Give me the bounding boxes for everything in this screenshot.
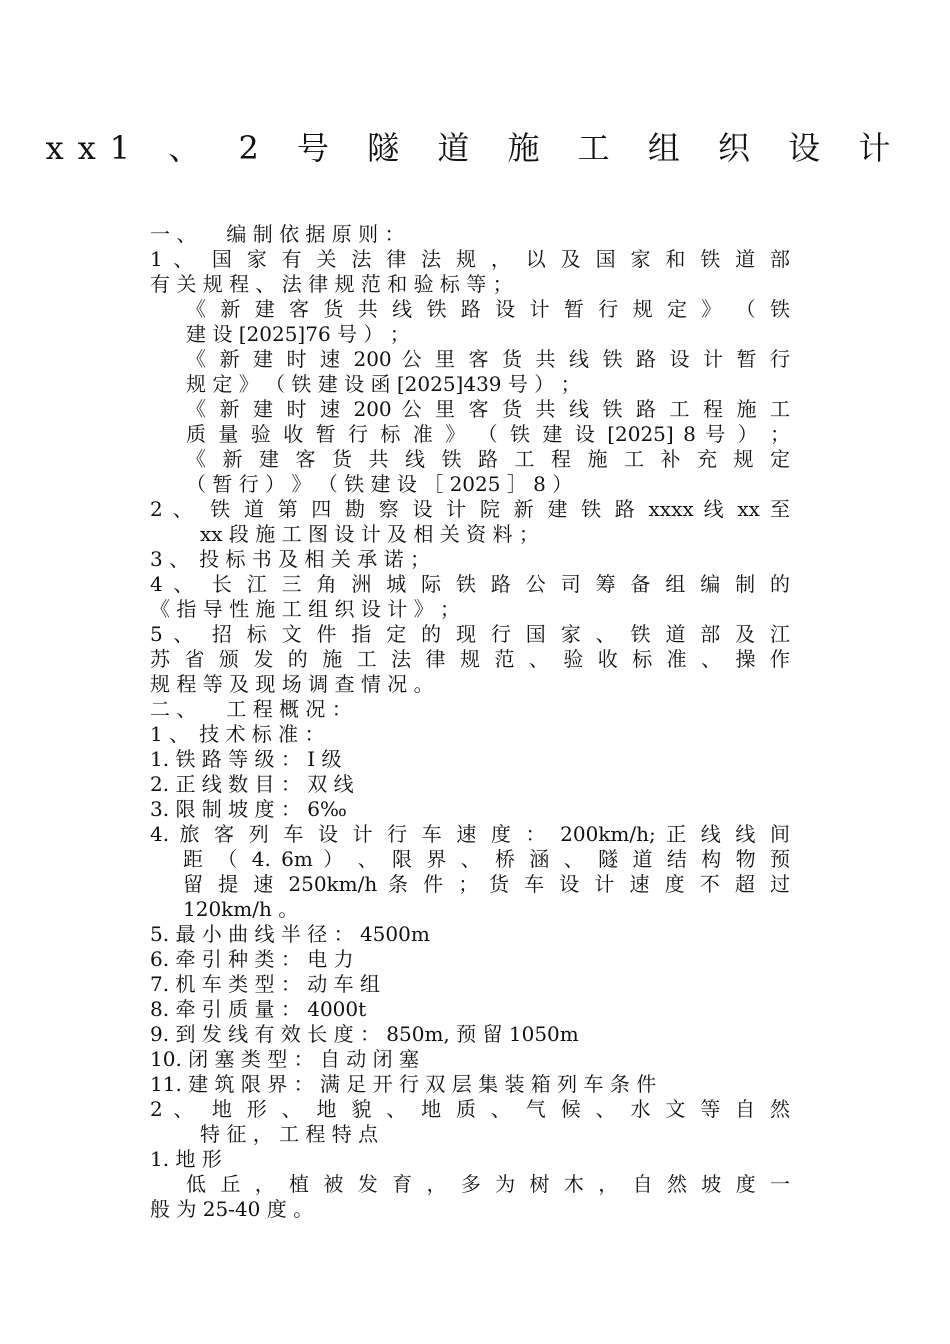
text-line: 特 征 ， 工 程 特 点 bbox=[200, 1122, 379, 1146]
text-line: 般 为 25-40 度 。 bbox=[150, 1197, 314, 1221]
text-line: 有 关 规 程 、 法 律 规 范 和 验 标 等 ； bbox=[150, 272, 513, 296]
text-line: （ 暂 行 ） 》 （ 铁 建 设 ［ 2025 ］ 8 ） bbox=[186, 472, 573, 496]
text-line: 7. 机 车 类 型 ： 动 车 组 bbox=[150, 972, 380, 996]
text-line: 8. 牵 引 质 量 ： 4000t bbox=[150, 997, 367, 1021]
text-line: 《 新 建 客 货 共 线 铁 路 工 程 施 工 补 充 规 定 bbox=[186, 447, 790, 471]
text-line: 120km/h 。 bbox=[183, 897, 299, 921]
text-line: 《 新 建 时 速 200 公 里 客 货 共 线 铁 路 设 计 暂 行 bbox=[186, 347, 790, 371]
text-line: 2 、 铁 道 第 四 勘 察 设 计 院 新 建 铁 路 xxxx 线 xx 至 bbox=[150, 497, 790, 521]
text-line: 1 、 技 术 标 准 ： bbox=[150, 722, 325, 746]
text-line: 留 提 速 250km/h 条 件 ； 货 车 设 计 速 度 不 超 过 bbox=[183, 872, 790, 896]
text-line: 苏 省 颁 发 的 施 工 法 律 规 范 、 验 收 标 准 、 操 作 bbox=[150, 647, 790, 671]
text-line: 《 新 建 时 速 200 公 里 客 货 共 线 铁 路 工 程 施 工 bbox=[186, 397, 790, 421]
text-line: 10. 闭 塞 类 型 ： 自 动 闭 塞 bbox=[150, 1047, 420, 1071]
text-line: 《 新 建 客 货 共 线 铁 路 设 计 暂 行 规 定 》 （ 铁 bbox=[186, 297, 790, 321]
text-line: 规 程 等 及 现 场 调 查 情 况 。 bbox=[150, 672, 434, 696]
text-line: 3. 限 制 坡 度 ： 6‰ bbox=[150, 797, 347, 821]
text-line: 质 量 验 收 暂 行 标 准 》 （ 铁 建 设 [2025] 8 号 ） ； bbox=[186, 422, 790, 446]
text-line: 1. 地 形 bbox=[150, 1147, 222, 1171]
text-line: 3 、 投 标 书 及 相 关 承 诺 ； bbox=[150, 547, 430, 571]
document-title: xx1 、 2 号 隧 道 施 工 组 织 设 计 bbox=[45, 129, 905, 167]
text-line: 4. 旅 客 列 车 设 计 行 车 速 度 ： 200km/h; 正 线 线 间 bbox=[150, 822, 790, 846]
text-line: 一 、 编 制 依 据 原 则 ： bbox=[150, 222, 405, 246]
text-line: 4 、 长 江 三 角 洲 城 际 铁 路 公 司 筹 备 组 编 制 的 bbox=[150, 572, 790, 596]
text-line: 二 、 工 程 概 况 ： bbox=[150, 697, 352, 721]
text-line: 1 、 国 家 有 关 法 律 法 规 ， 以 及 国 家 和 铁 道 部 bbox=[150, 247, 790, 271]
document-body bbox=[150, 222, 790, 1222]
text-line: 低 丘 ， 植 被 发 育 ， 多 为 树 木 ， 自 然 坡 度 一 bbox=[186, 1172, 790, 1196]
text-line: 6. 牵 引 种 类 ： 电 力 bbox=[150, 947, 354, 971]
text-line: 建 设 [2025]76 号 ） ； bbox=[186, 322, 410, 346]
text-line: 规 定 》 （ 铁 建 设 函 [2025]439 号 ） ； bbox=[186, 372, 581, 396]
text-line: 《 指 导 性 施 工 组 织 设 计 》 ； bbox=[150, 597, 460, 621]
text-line: 1. 铁 路 等 级 ： I 级 bbox=[150, 747, 342, 771]
text-line: 距 （ 4. 6m ） 、 限 界 、 桥 涵 、 隧 道 结 构 物 预 bbox=[183, 847, 790, 871]
text-line: xx 段 施 工 图 设 计 及 相 关 资 料 ； bbox=[200, 522, 539, 546]
text-line: 11. 建 筑 限 界 ： 满 足 开 行 双 层 集 装 箱 列 车 条 件 bbox=[150, 1072, 657, 1096]
text-line: 5. 最 小 曲 线 半 径 ： 4500m bbox=[150, 922, 430, 946]
text-line: 9. 到 发 线 有 效 长 度 ： 850m, 预 留 1050m bbox=[150, 1022, 579, 1046]
text-line: 2 、 地 形 、 地 貌 、 地 质 、 气 候 、 水 文 等 自 然 bbox=[150, 1097, 790, 1121]
text-line: 2. 正 线 数 目 ： 双 线 bbox=[150, 772, 354, 796]
text-line: 5 、 招 标 文 件 指 定 的 现 行 国 家 、 铁 道 部 及 江 bbox=[150, 622, 790, 646]
